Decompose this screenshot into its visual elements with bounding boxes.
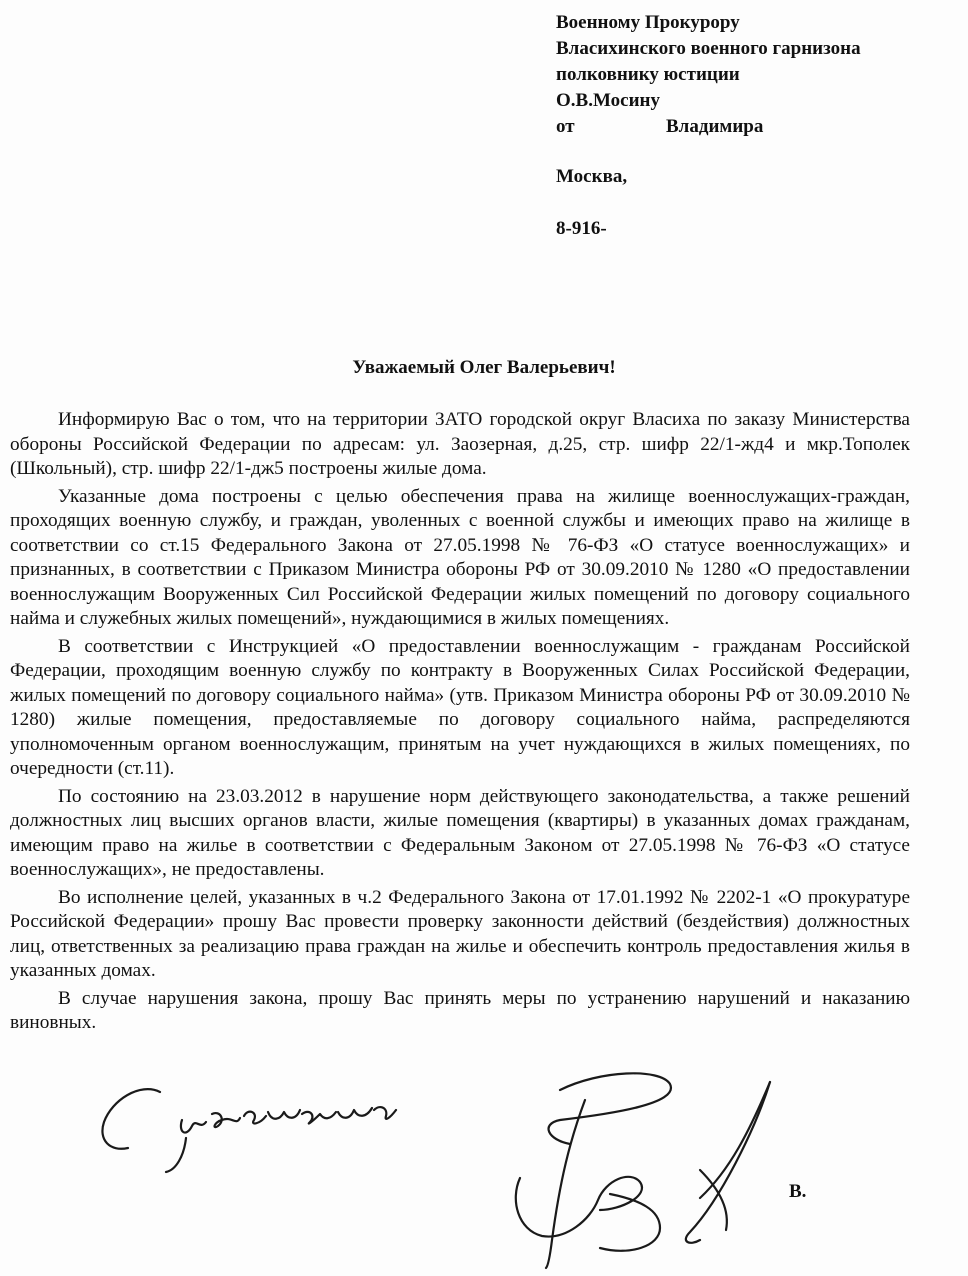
sender-line [556, 114, 956, 140]
signature-initial: В. [789, 1181, 807, 1202]
addressee-block [556, 10, 956, 242]
signature-block [0, 1060, 968, 1270]
handwritten-closing-scribble [102, 1089, 396, 1172]
paragraph-2: Указанные дома построены с целью обеспечения права на жилище военнослужащих-граждан, проходящих военную службу, и граждан, уволенных с военной службы и имеющих право на жилище в соответствии со ст.15 Федерального Закона от 27.05.1998 № 76-ФЗ «О статусе военнослужащих» и признанных, в соответствии с Приказом Министра обороны РФ от 30.09.2010 № 1280 «О предоставлении военнослужащим Вооруженных Сил Российской Федерации жилых помещений по договору социального найма и служебных жилых помещений», нуждающимися в жилых помещениях. [10, 485, 910, 629]
signature-scribble [516, 1073, 770, 1268]
paragraph-6: В случае нарушения закона, прошу Вас принять меры по устранению нарушений и наказанию виновных. [10, 987, 910, 1033]
handwritten-signature [0, 1060, 968, 1270]
sender-city: Москва, [556, 166, 628, 187]
addressee-line-3: полковнику юстиции [556, 64, 740, 85]
addressee-line-1: Военному Прокурору [556, 12, 740, 33]
sender-label: от [556, 116, 575, 137]
greeting: Уважаемый Олег Валерьевич! [352, 357, 616, 378]
paragraph-1: Информирую Вас о том, что на территории ЗАТО городской округ Власиха по заказу Министерства обороны Российской Федерации по адресам: ул. Заозерная, д.25, стр. шифр 22/1-жд4 и мкр.Тополек (Школьный), стр. шифр 22/1-дж5 построены жилые дома. [10, 409, 910, 479]
paragraph-4: По состоянию на 23.03.2012 в нарушение норм действующего законодательства, а также решений должностных лиц высших органов власти, жилые помещения (квартиры) в указанных домах гражданам, имеющим право на жилье в соответствии с Федеральным Законом от 27.05.1998 № 76-ФЗ «О статусе военнослужащих», не предоставлены. [10, 785, 910, 880]
addressee-line-2: Власихинского военного гарнизона [556, 38, 861, 59]
paragraph-3: В соответствии с Инструкцией «О предоставлении военнослужащим - гражданам Российской Федерации, проходящим военную службу по контракту в Вооруженных Силах Российской Федерации, жилых помещений по договору социального найма» (утв. Приказом Министра обороны РФ от 30.09.2010 № 1280) жилые помещения, предоставляемые по договору социального найма, распределяются уполномоченным органом военнослужащим, принятым на учет нуждающихся в жилых помещениях, по очередности (ст.11). [10, 635, 910, 779]
sender-phone: 8-916- [556, 218, 607, 239]
letter-body [10, 408, 910, 1036]
paragraph-5: Во исполнение целей, указанных в ч.2 Федерального Закона от 17.01.1992 № 2202-1 «О прокуратуре Российской Федерации» прошу Вас провести проверку законности действий (бездействия) должностных лиц, ответственных за реализацию права граждан на жилье и обеспечить контроль предоставления жилья в указанных домах. [10, 886, 910, 981]
sender-name: Владимира [666, 116, 764, 137]
addressee-line-4: О.В.Мосину [556, 90, 660, 111]
